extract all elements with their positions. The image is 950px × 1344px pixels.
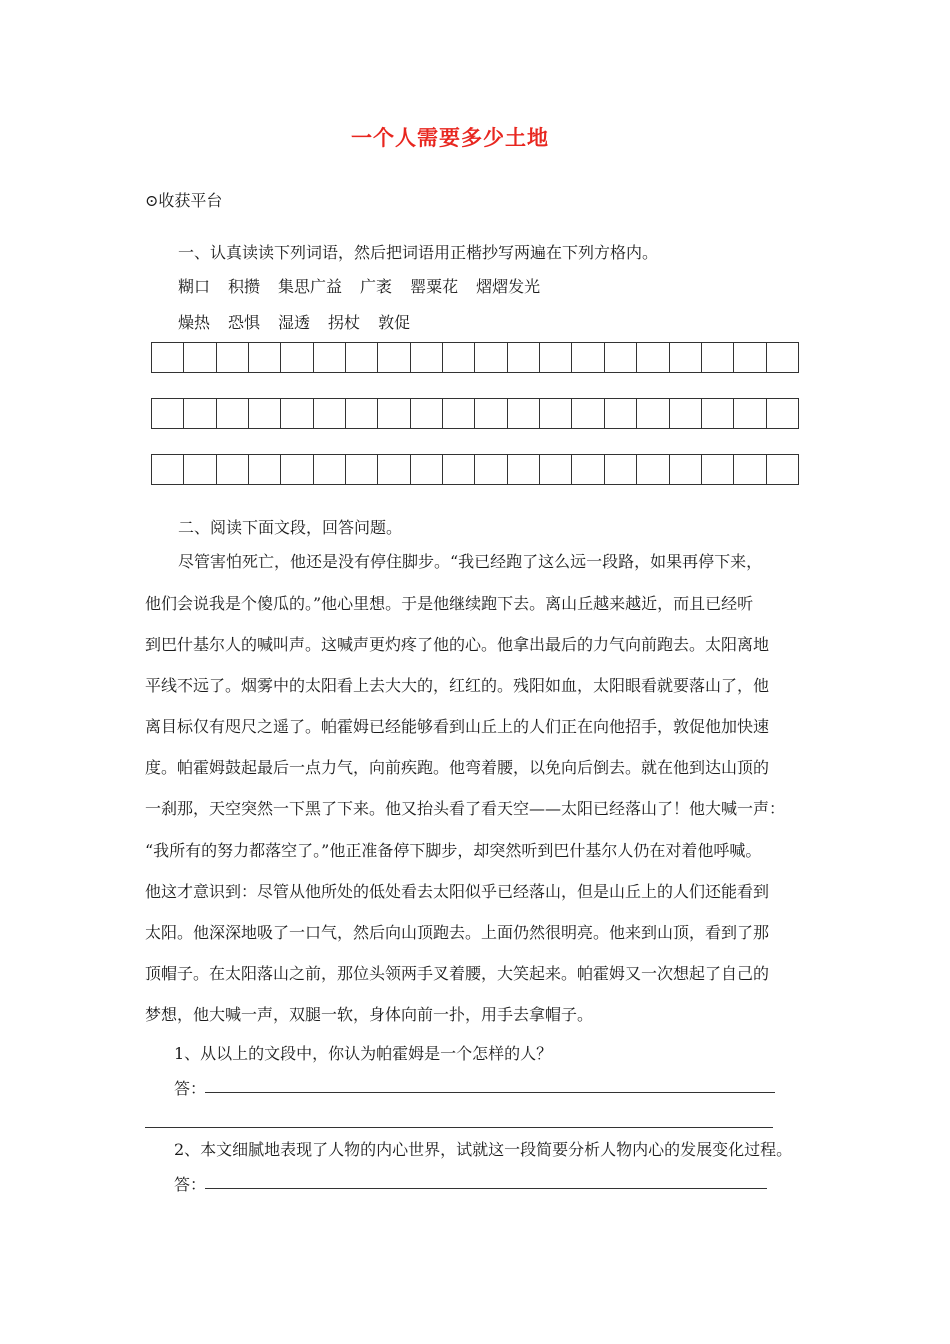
grid-cell[interactable] <box>411 455 443 484</box>
grid-cell[interactable] <box>767 455 798 484</box>
grid-cell[interactable] <box>508 343 540 372</box>
passage-line: 梦想，他大喊一声，双腿一软，身体向前一扑，用手去拿帽子。 <box>145 1005 594 1024</box>
sub-question-2: 2、本文细腻地表现了人物的内心世界，试就这一段简要分析人物内心的发展变化过程。 <box>174 1140 793 1159</box>
grid-cell[interactable] <box>605 399 637 428</box>
passage-line: 度。帕霍姆鼓起最后一点力气，向前疾跑。他弯着腰，以免向后倒去。就在他到达山顶的 <box>145 758 770 777</box>
grid-cell[interactable] <box>217 399 249 428</box>
word: 糊口 <box>178 277 211 296</box>
grid-cell[interactable] <box>572 343 604 372</box>
grid-cell[interactable] <box>475 343 507 372</box>
answer-line-1[interactable] <box>205 1092 775 1093</box>
grid-cell[interactable] <box>184 455 216 484</box>
grid-cell[interactable] <box>281 399 313 428</box>
grid-cell[interactable] <box>637 399 669 428</box>
grid-cell[interactable] <box>152 399 184 428</box>
grid-cell[interactable] <box>767 343 798 372</box>
word: 恐惧 <box>228 313 261 332</box>
grid-cell[interactable] <box>767 399 798 428</box>
writing-grid-row-1[interactable] <box>151 342 799 373</box>
grid-cell[interactable] <box>346 399 378 428</box>
writing-grid-row-2[interactable] <box>151 398 799 429</box>
grid-cell[interactable] <box>637 343 669 372</box>
passage-line: 一刹那，天空突然一下黑了下来。他又抬头看了看天空——太阳已经落山了！他大喊一声： <box>145 799 786 818</box>
grid-cell[interactable] <box>184 343 216 372</box>
grid-cell[interactable] <box>152 343 184 372</box>
answer-line-2[interactable] <box>145 1127 773 1128</box>
section-heading: ⊙收获平台 <box>145 191 223 210</box>
passage-line: 尽管害怕死亡，他还是没有停住脚步。“我已经跑了这么远一段路，如果再停下来， <box>178 552 763 571</box>
grid-cell[interactable] <box>637 455 669 484</box>
passage-line: 到巴什基尔人的喊叫声。这喊声更灼疼了他的心。他拿出最后的力气向前跑去。太阳离地 <box>145 635 770 654</box>
grid-cell[interactable] <box>734 455 766 484</box>
word: 敦促 <box>378 313 411 332</box>
word: 积攒 <box>228 277 261 296</box>
grid-cell[interactable] <box>605 455 637 484</box>
question-2-prompt: 二、阅读下面文段，回答问题。 <box>178 518 403 537</box>
sub-question-1: 1、从以上的文段中，你认为帕霍姆是一个怎样的人？ <box>174 1044 553 1063</box>
grid-cell[interactable] <box>378 455 410 484</box>
grid-cell[interactable] <box>475 399 507 428</box>
word: 广袤 <box>360 277 393 296</box>
grid-cell[interactable] <box>411 343 443 372</box>
answer-label-2: 答： <box>174 1175 207 1194</box>
grid-cell[interactable] <box>314 343 346 372</box>
grid-cell[interactable] <box>734 399 766 428</box>
grid-cell[interactable] <box>508 455 540 484</box>
word-list-row-2 <box>178 310 428 333</box>
grid-cell[interactable] <box>411 399 443 428</box>
word: 湿透 <box>278 313 311 332</box>
grid-cell[interactable] <box>378 343 410 372</box>
passage-line: 他们会说我是个傻瓜的。”他心里想。于是他继续跑下去。离山丘越来越近，而且已经听 <box>145 594 754 613</box>
word: 熠熠发光 <box>476 277 541 296</box>
passage-line: “我所有的努力都落空了。”他正准备停下脚步，却突然听到巴什基尔人仍在对着他呼喊。 <box>145 841 762 860</box>
grid-cell[interactable] <box>346 455 378 484</box>
passage-line: 平线不远了。烟雾中的太阳看上去大大的，红红的。残阳如血，太阳眼看就要落山了，他 <box>145 676 770 695</box>
grid-cell[interactable] <box>572 399 604 428</box>
grid-cell[interactable] <box>249 455 281 484</box>
passage-line: 顶帽子。在太阳落山之前，那位头领两手叉着腰，大笑起来。帕霍姆又一次想起了自己的 <box>145 964 770 983</box>
word-list-row-1 <box>178 274 558 297</box>
word: 燥热 <box>178 313 211 332</box>
passage-line: 他这才意识到：尽管从他所处的低处看去太阳似乎已经落山，但是山丘上的人们还能看到 <box>145 882 770 901</box>
grid-cell[interactable] <box>734 343 766 372</box>
word: 拐杖 <box>328 313 361 332</box>
grid-cell[interactable] <box>702 399 734 428</box>
answer-label-1: 答： <box>174 1079 207 1098</box>
grid-cell[interactable] <box>443 399 475 428</box>
writing-grid-row-3[interactable] <box>151 454 799 485</box>
word: 集思广益 <box>278 277 343 296</box>
passage-line: 离目标仅有咫尺之遥了。帕霍姆已经能够看到山丘上的人们正在向他招手，敦促他加快速 <box>145 717 770 736</box>
grid-cell[interactable] <box>670 455 702 484</box>
grid-cell[interactable] <box>217 343 249 372</box>
grid-cell[interactable] <box>249 343 281 372</box>
passage-line: 太阳。他深深地吸了一口气，然后向山顶跑去。上面仍然很明亮。他来到山顶，看到了那 <box>145 923 770 942</box>
grid-cell[interactable] <box>443 455 475 484</box>
grid-cell[interactable] <box>217 455 249 484</box>
grid-cell[interactable] <box>249 399 281 428</box>
answer-line-3[interactable] <box>205 1188 767 1189</box>
grid-cell[interactable] <box>540 399 572 428</box>
grid-cell[interactable] <box>378 399 410 428</box>
grid-cell[interactable] <box>572 455 604 484</box>
page-title: 一个人需要多少土地 <box>351 125 549 150</box>
grid-cell[interactable] <box>152 455 184 484</box>
grid-cell[interactable] <box>605 343 637 372</box>
grid-cell[interactable] <box>281 455 313 484</box>
grid-cell[interactable] <box>281 343 313 372</box>
question-1-prompt: 一、认真读读下列词语，然后把词语用正楷抄写两遍在下列方格内。 <box>178 243 659 262</box>
grid-cell[interactable] <box>184 399 216 428</box>
grid-cell[interactable] <box>314 455 346 484</box>
grid-cell[interactable] <box>475 455 507 484</box>
grid-cell[interactable] <box>540 343 572 372</box>
grid-cell[interactable] <box>670 343 702 372</box>
grid-cell[interactable] <box>702 343 734 372</box>
grid-cell[interactable] <box>670 399 702 428</box>
grid-cell[interactable] <box>346 343 378 372</box>
grid-cell[interactable] <box>702 455 734 484</box>
grid-cell[interactable] <box>540 455 572 484</box>
grid-cell[interactable] <box>314 399 346 428</box>
word: 罂粟花 <box>410 277 459 296</box>
grid-cell[interactable] <box>508 399 540 428</box>
grid-cell[interactable] <box>443 343 475 372</box>
